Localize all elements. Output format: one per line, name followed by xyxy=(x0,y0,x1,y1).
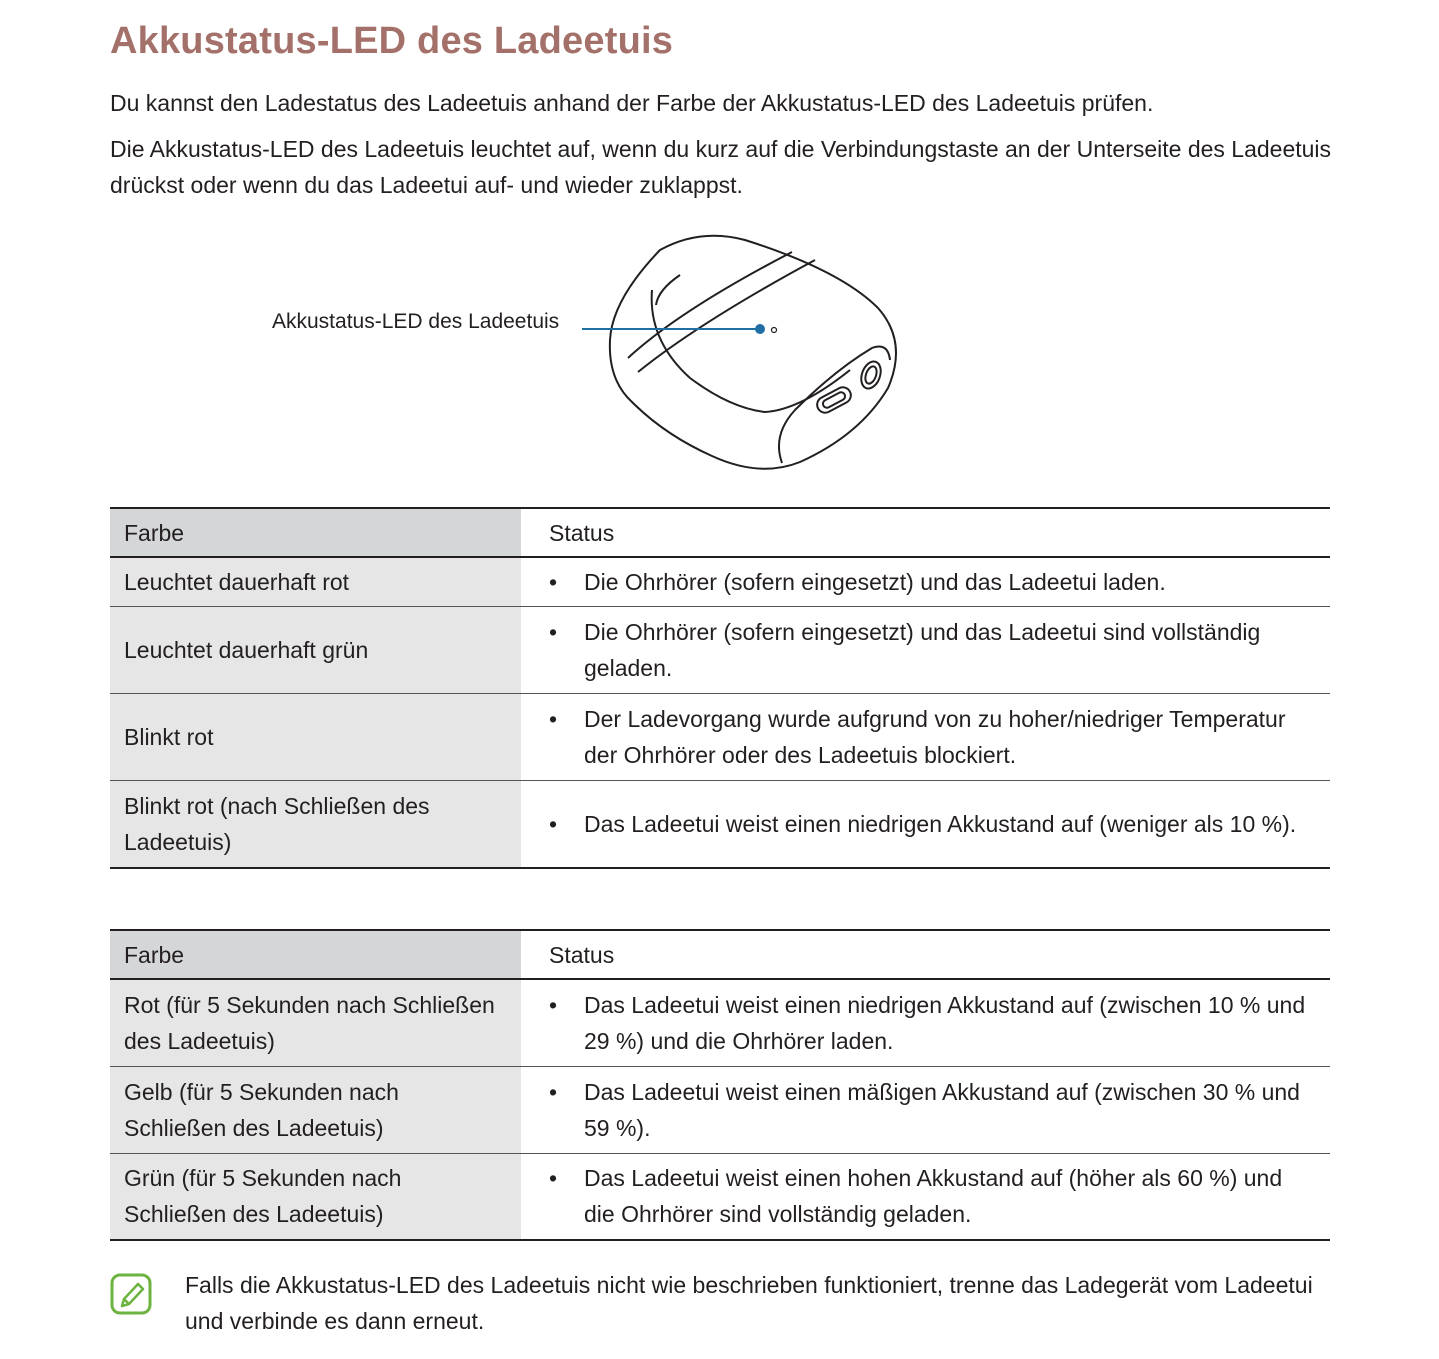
bullet-icon: • xyxy=(549,569,558,595)
status-text: Das Ladeetui weist einen hohen Akkustand auf (höher als 60 %) und die Ohrhörer sind vollständig geladen. xyxy=(584,1165,1283,1228)
table-row xyxy=(110,1153,1330,1240)
page-title: Akkustatus-LED des Ladeetuis xyxy=(110,20,674,62)
intro-paragraph-2: Die Akkustatus-LED des Ladeetuis leuchtet auf, wenn du kurz auf die Verbindungstaste an der Unterseite des Ladeetuis drückst oder wenn du das Ladeetui auf- und wieder zuklappst. xyxy=(110,136,1332,198)
status-cell xyxy=(521,1066,1330,1153)
color-cell: Blinkt rot xyxy=(110,694,521,781)
status-cell xyxy=(521,607,1330,694)
color-cell: Blinkt rot (nach Schließen des Ladeetuis) xyxy=(110,781,521,868)
table-row xyxy=(110,557,1330,607)
status-text: Das Ladeetui weist einen niedrigen Akkustand auf (weniger als 10 %). xyxy=(584,810,1297,837)
charging-case-figure xyxy=(260,230,960,480)
table-row xyxy=(110,781,1330,868)
table-header-row xyxy=(110,508,1330,557)
column-header-color: Farbe xyxy=(110,930,521,979)
bullet-icon: • xyxy=(549,810,558,837)
status-text: Der Ladevorgang wurde aufgrund von zu hoher/niedriger Temperatur der Ohrhörer oder des Ladeetuis blockiert. xyxy=(584,706,1286,768)
color-cell: Leuchtet dauerhaft rot xyxy=(110,557,521,607)
status-text: Das Ladeetui weist einen mäßigen Akkustand auf (zwischen 30 % und 59 %). xyxy=(584,1078,1300,1141)
battery-led xyxy=(772,328,777,333)
bullet-icon: • xyxy=(549,1078,558,1105)
column-header-color: Farbe xyxy=(110,508,521,557)
status-table-2 xyxy=(110,929,1330,1241)
status-cell xyxy=(521,694,1330,781)
table-row xyxy=(110,1066,1330,1153)
color-cell: Gelb (für 5 Sekunden nach Schließen des Ladeetuis) xyxy=(110,1066,521,1153)
color-cell: Grün (für 5 Sekunden nach Schließen des Ladeetuis) xyxy=(110,1153,521,1240)
status-cell xyxy=(521,557,1330,607)
status-table-1 xyxy=(110,507,1330,869)
table-row xyxy=(110,979,1330,1066)
color-cell: Rot (für 5 Sekunden nach Schließen des Ladeetuis) xyxy=(110,979,521,1066)
status-cell xyxy=(521,979,1330,1066)
bullet-icon: • xyxy=(549,1165,558,1192)
led-pointer-dot xyxy=(755,324,765,334)
charging-case-illustration xyxy=(260,230,960,480)
status-cell xyxy=(521,1153,1330,1240)
status-text: Die Ohrhörer (sofern eingesetzt) und das Ladeetui sind vollständig geladen. xyxy=(584,619,1261,681)
bullet-icon: • xyxy=(549,619,558,645)
status-cell xyxy=(521,781,1330,868)
bullet-icon: • xyxy=(549,706,558,732)
color-cell: Leuchtet dauerhaft grün xyxy=(110,607,521,694)
bullet-icon: • xyxy=(549,991,558,1018)
table-header-row xyxy=(110,930,1330,979)
note-icon xyxy=(110,1273,152,1315)
column-header-status: Status xyxy=(521,508,1330,557)
intro-paragraph-1: Du kannst den Ladestatus des Ladeetuis anhand der Farbe der Akkustatus-LED des Ladeetuis prüfen. xyxy=(110,90,1154,116)
table-row xyxy=(110,607,1330,694)
column-header-status: Status xyxy=(521,930,1330,979)
table-row xyxy=(110,694,1330,781)
status-text: Die Ohrhörer (sofern eingesetzt) und das Ladeetui laden. xyxy=(584,569,1166,595)
note-text: Falls die Akkustatus-LED des Ladeetuis nicht wie beschrieben funktioniert, trenne das Ladegerät vom Ladeetui und verbinde es dann erneut. xyxy=(185,1272,1313,1334)
status-text: Das Ladeetui weist einen niedrigen Akkustand auf (zwischen 10 % und 29 %) und die Ohrhörer laden. xyxy=(584,991,1306,1054)
led-callout-label: Akkustatus-LED des Ladeetuis xyxy=(272,310,560,333)
